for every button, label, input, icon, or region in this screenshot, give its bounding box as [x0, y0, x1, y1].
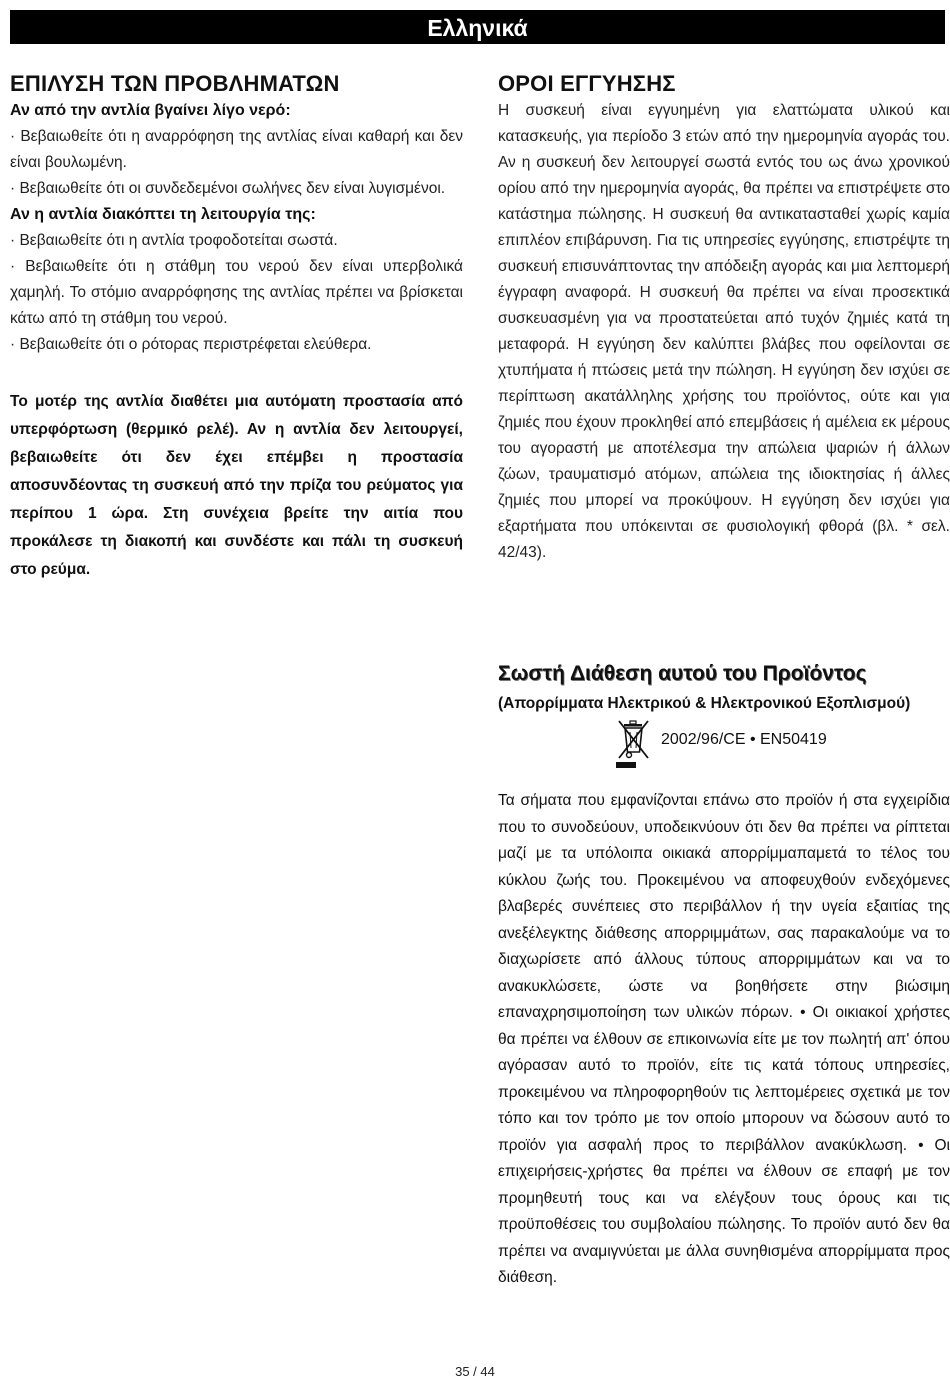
- language-header-bar: [10, 10, 945, 44]
- warranty-section: [498, 70, 950, 566]
- troubleshooting-title: ΕΠΙΛΥΣΗ ΤΩΝ ΠΡΟΒΛΗΜΑΤΩΝ: [10, 71, 340, 96]
- crossed-out-wheelie-bin-icon: [616, 718, 652, 770]
- case1-item: · Βεβαιωθείτε ότι η αναρρόφηση της αντλίας είναι καθαρή και δεν είναι βουλωμένη.: [10, 128, 463, 171]
- weee-symbol-row: [498, 716, 950, 776]
- troubleshooting-section: [10, 70, 463, 584]
- directive-reference: 2002/96/CE • EN50419: [661, 731, 827, 748]
- case2-item: · Βεβαιωθείτε ότι η στάθμη του νερού δεν είναι υπερβολικά χαμηλή. Το στόμιο αναρρόφησης της αντλίας πρέπει να βρίσκεται κάτω από τη στάθμη του νερού.: [10, 258, 463, 327]
- disposal-section: [498, 660, 950, 1292]
- disposal-subtitle: (Απορρίμματα Ηλεκτρικού & Ηλεκτρονικού Εξοπλισμού): [498, 695, 911, 712]
- motor-protection-note: Το μοτέρ της αντλία διαθέτει μια αυτόματη προστασία από υπερφόρτωση (θερμικό ρελέ). Αν η αντλία δεν λειτουργεί, βεβαιωθείτε ότι δεν έχει επέμβει η προστασία αποσυνδέοντας τη συσκευή από την πρίζα του ρεύματος για περίπου 1 ώρα. Στη συνέχεια βρείτε την αιτία που προκάλεσε τη διακοπή και συνδέστε και πάλι τη συσκευή στο ρεύμα.: [10, 393, 463, 578]
- case2-title: Αν η αντλία διακόπτει τη λειτουργία της:: [10, 206, 316, 223]
- page-number: 35 / 44: [455, 1364, 495, 1379]
- disposal-text: Τα σήματα που εμφανίζονται επάνω στο προϊόν ή στα εγχειρίδια που το συνοδεύουν, υποδεικνύουν ότι δεν θα πρέπει να ρίπτεται μαζί με τα υπόλοιπα οικιακά απορρίμμαπαμετά το τέλος του κύκλου ζωής του. Προκειμένου να αποφευχθούν ενδεχόμενες βλαβερές συνέπειες στο περιβάλλον ή την υγεία εξαιτίας της ανεξέλεγκτης διάθεσης απορριμμάτων, σας παρακαλούμε να το διαχωρίσετε από άλλους τύπους απορριμμάτων και να το ανακυκλώσετε, ώστε να βοηθήσετε στην βιώσιμη επαναχρησιμοποίηση των υλικών πόρων. • Οι οικιακοί χρήστες θα πρέπει να έλθουν σε επικοινωνία είτε με τον πωλητή απ' όπου αγόρασαν αυτό το προϊόν, είτε τις κατά τόπους υπηρεσίες, προκειμένου να πληροφορηθούν τις λεπτομέρειες σχετικά με τον τόπο και τον τρόπο με τον οποίο μπορουν να δώσουν αυτό το προϊόν για ασφαλή προς το περιβάλλον ανακύκλωση. • Οι επιχειρήσεις-χρήστες θα πρέπει να έλθουν σε επαφή με τον προμηθευτή τους και να ελέγξουν τους όρους και τις προϋποθέσεις του συμβολαίου πώλησης. Το προϊόν αυτό δεν θα πρέπει να αναμιγνύεται με άλλα συνηθισμένα απορρίμματα προς διάθεση.: [498, 792, 950, 1286]
- case2-item: · Βεβαιωθείτε ότι ο ρότορας περιστρέφεται ελεύθερα.: [10, 336, 372, 353]
- disposal-title: Σωστή Διάθεση αυτού του Προϊόντος: [498, 662, 867, 685]
- warranty-text: Η συσκευή είναι εγγυημένη για ελαττώματα υλικού και κατασκευής, για περίοδο 3 ετών από την ημερομηνία αγοράς του. Αν η συσκευή δεν λειτουργεί σωστά εντός του ως άνω χρονικού ορίου από την ημερομηνία αγοράς, θα πρέπει να επιστρέψετε στο κατάστημα πώλησης. Η συσκευή θα αντικατασταθεί χωρίς καμία επιπλέον επιβάρυνση. Για τις υπηρεσίες εγγύησης, επιστρέψτε τη συσκευή επισυνάπτοντας την απόδειξη αγοράς και μια λεπτομερή έγγραφη αναφορά. Η συσκευή θα πρέπει να είναι προσεκτικά συσκευασμένη για να προστατεύεται από τυχόν ζημιές κατά τη μεταφορά. Η εγγύηση δεν καλύπτει βλάβες που οφείλονται σε χτυπήματα ή πτώσεις μετά την πώληση. Η εγγύηση δεν ισχύει σε περίπτωση ακατάλληλης χρήσης του προϊόντος, ούτε και για ζημιές που έχουν προκληθεί από επεμβάσεις ή αμέλεια εκ μέρους του αγοραστή με αποτέλεσμα την απώλεια ψαριών ή άλλων ζώων, τραυματισμό ατόμων, απώλεια της ιδιοκτησίας ή άλλες ζημιές που μπορεί να προκύψουν. Η εγγύηση δεν ισχύει για εξαρτήματα που υπόκεινται σε φυσιολογική φθορά (βλ. * σελ. 42/43).: [498, 102, 950, 561]
- warranty-title: ΟΡΟΙ ΕΓΓΥΗΣΗΣ: [498, 71, 676, 96]
- case2-item: · Βεβαιωθείτε ότι η αντλία τροφοδοτείται σωστά.: [10, 232, 338, 249]
- language-title: Ελληνικά: [427, 15, 528, 41]
- case1-item: · Βεβαιωθείτε ότι οι συνδεδεμένοι σωλήνες δεν είναι λυγισμένοι.: [10, 180, 446, 197]
- case1-title: Αν από την αντλία βγαίνει λίγο νερό:: [10, 102, 291, 119]
